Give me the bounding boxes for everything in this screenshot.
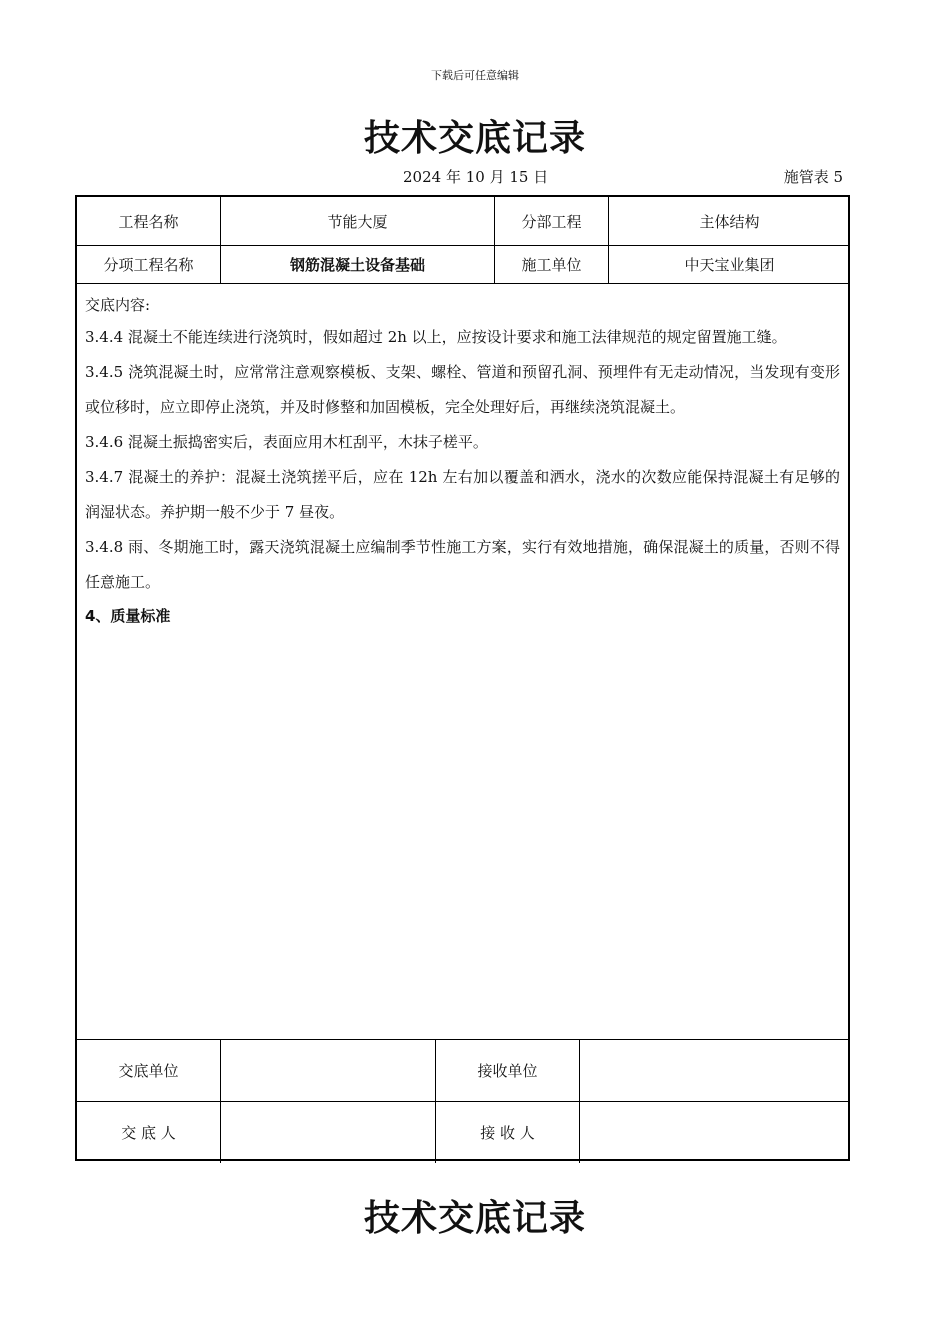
project-name-value: 节能大厦	[221, 197, 495, 245]
section-heading: 4、质量标准	[85, 607, 171, 625]
briefing-content	[77, 284, 848, 1040]
contractor-label: 施工单位	[495, 246, 609, 283]
contractor-value: 中天宝业集团	[684, 256, 775, 274]
issuer-field	[221, 1102, 436, 1163]
receiving-unit-field	[580, 1040, 850, 1101]
next-page-title: 技术交底记录	[363, 1198, 586, 1239]
form-row-subitem	[77, 246, 848, 284]
document-date: 2024 年 10 月 15 日	[403, 168, 549, 186]
content-paragraph: 3.4.6 混凝土振捣密实后，表面应用木杠刮平，木抹子槎平。	[85, 433, 488, 451]
header-note: 下载后可任意编辑	[431, 69, 519, 82]
issuer-label: 交 底 人	[77, 1102, 221, 1163]
division-value: 主体结构	[699, 212, 760, 231]
content-paragraph: 3.4.4 混凝土不能连续进行浇筑时，假如超过 2h 以上，应按设计要求和施工法律规范的规定留置施工缝。	[85, 328, 787, 346]
subitem-label: 分项工程名称	[77, 246, 221, 283]
content-paragraph: 3.4.7 混凝土的养护：混凝土浇筑搓平后，应在 12h 左右加以覆盖和洒水，浇水的次数应能保持混凝土有足够的润湿状态。养护期一般不少于 7 昼夜。	[85, 468, 840, 521]
project-name-label: 工程名称	[77, 197, 221, 245]
signoff-row-persons	[77, 1102, 848, 1163]
record-form	[75, 195, 850, 1161]
receiver-field	[580, 1102, 850, 1163]
document-title: 技术交底记录	[363, 118, 586, 159]
form-number: 施管表 5	[783, 168, 843, 186]
receiving-unit-label: 接收单位	[436, 1040, 580, 1101]
issuing-unit-field	[221, 1040, 436, 1101]
division-label: 分部工程	[495, 197, 609, 245]
content-paragraph: 3.4.8 雨、冬期施工时，露天浇筑混凝土应编制季节性施工方案，实行有效地措施，确保混凝土的质量，否则不得任意施工。	[85, 538, 840, 591]
form-row-project	[77, 197, 848, 246]
content-paragraph: 3.4.5 浇筑混凝土时，应常常注意观察模板、支架、螺栓、管道和预留孔洞、预埋件有无走动情况，当发现有变形或位移时，应立即停止浇筑，并及时修整和加固模板，完全处理好后，再继续浇筑混凝土。	[85, 363, 840, 416]
signoff-row-units	[77, 1040, 848, 1102]
issuing-unit-label: 交底单位	[77, 1040, 221, 1101]
content-intro: 交底内容:	[85, 296, 151, 314]
subitem-value: 钢筋混凝土设备基础	[221, 246, 495, 283]
receiver-label: 接 收 人	[436, 1102, 580, 1163]
